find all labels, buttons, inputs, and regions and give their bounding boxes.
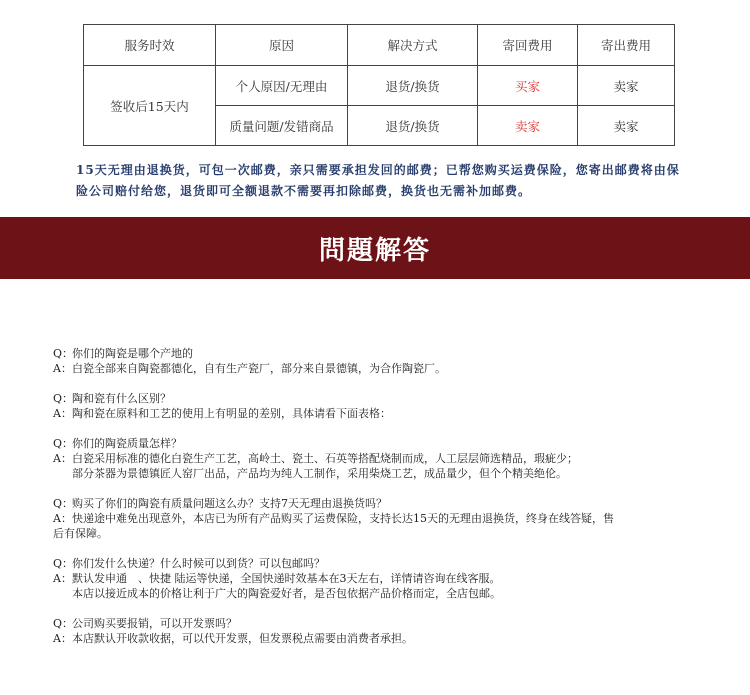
q-prefix: Q： [53, 617, 74, 630]
question-line [53, 391, 673, 406]
question-text: 陶和瓷有什么区别？ [72, 392, 171, 405]
question-text: 你们的陶瓷质量怎样？ [72, 437, 182, 450]
a-prefix: A： [53, 572, 72, 585]
answer-continuation: 部分茶器为景德镇匠人窑厂出品，产品均为纯人工制作，采用柴烧工艺，成品量少，但个个精美绝伦。 [72, 467, 567, 480]
solution-cell: 退货/换货 [348, 106, 478, 146]
answer-line [53, 361, 673, 376]
question-line [53, 496, 673, 511]
a-prefix: A： [53, 407, 72, 420]
question-text: 你们发什么快递？什么时候可以到货？可以包邮吗？ [72, 557, 325, 570]
reason-cell: 个人原因/无理由 [216, 66, 348, 106]
return-fee-cell: 买家 [478, 66, 578, 106]
header-return-fee: 寄回费用 [478, 25, 578, 66]
q-prefix: Q： [53, 497, 74, 510]
faq-item [53, 391, 673, 421]
faq-item [53, 496, 673, 541]
send-fee-cell: 卖家 [578, 106, 675, 146]
question-text: 你们的陶瓷是哪个产地的 [72, 347, 193, 360]
return-policy-notice: 15天无理由退换货，可包一次邮费，亲只需要承担发回的邮费；已帮您购买运费保险，您寄出邮费将由保险公司赔付给您，退货即可全额退款不需要再扣除邮费，换货也无需补加邮费。 [76, 163, 680, 198]
reason-cell: 质量问题/发错商品 [216, 106, 348, 146]
answer-line [53, 631, 673, 646]
table-row [84, 66, 675, 106]
answer-text: 默认发申通 、快捷 陆运等快递，全国快递时效基本在3天左右，详情请咨询在线客服。 [72, 572, 501, 585]
question-text: 购买了你们的陶瓷有质量问题这么办？支持7天无理由退换货吗？ [72, 497, 387, 510]
header-period: 服务时效 [84, 25, 216, 66]
header-solution: 解决方式 [348, 25, 478, 66]
question-line [53, 616, 673, 631]
faq-item [53, 616, 673, 646]
faq-banner [0, 217, 750, 279]
q-prefix: Q： [53, 392, 74, 405]
header-reason: 原因 [216, 25, 348, 66]
answer-line [53, 571, 673, 586]
answer-text: 陶和瓷在原料和工艺的使用上有明显的差别，具体请看下面表格： [72, 407, 391, 420]
a-prefix: A： [53, 632, 72, 645]
return-fee-cell: 卖家 [478, 106, 578, 146]
a-prefix: A： [53, 512, 72, 525]
answer-continuation: 后有保障。 [53, 527, 108, 540]
faq-list [53, 346, 673, 661]
send-fee-cell: 卖家 [578, 66, 675, 106]
answer-text: 白瓷全部来自陶瓷都德化，自有生产瓷厂，部分来自景德镇，为合作陶瓷厂。 [72, 362, 446, 375]
answer-continuation: 本店以接近成本的价格让利于广大的陶瓷爱好者，是否包依据产品价格而定，全店包邮。 [72, 587, 501, 600]
answer-line [53, 451, 673, 466]
faq-item [53, 436, 673, 481]
header-send-fee: 寄出费用 [578, 25, 675, 66]
solution-cell: 退货/换货 [348, 66, 478, 106]
period-cell: 签收后15天内 [84, 66, 216, 146]
banner-title: 問題解答 [318, 235, 431, 266]
answer-line [53, 406, 673, 421]
a-prefix: A： [53, 362, 72, 375]
table-header-row [84, 25, 675, 66]
a-prefix: A： [53, 452, 72, 465]
question-text: 公司购买要报销，可以开发票吗？ [72, 617, 237, 630]
q-prefix: Q： [53, 557, 74, 570]
answer-text: 本店默认开收款收据，可以代开发票，但发票税点需要由消费者承担。 [72, 632, 413, 645]
question-line [53, 346, 673, 361]
question-line [53, 556, 673, 571]
answer-text: 白瓷采用标准的德化白瓷生产工艺，高岭土、瓷土、石英等搭配烧制而成，人工层层筛选精品，瑕疵少； [72, 452, 578, 465]
q-prefix: Q： [53, 347, 74, 360]
answer-text: 快递途中难免出现意外，本店已为所有产品购买了运费保险，支持长达15天的无理由退换货，终身在线答疑，售 [72, 512, 614, 525]
question-line [53, 436, 673, 451]
faq-item [53, 346, 673, 376]
answer-line [53, 511, 673, 526]
q-prefix: Q： [53, 437, 74, 450]
service-table [83, 24, 675, 146]
faq-item [53, 556, 673, 601]
